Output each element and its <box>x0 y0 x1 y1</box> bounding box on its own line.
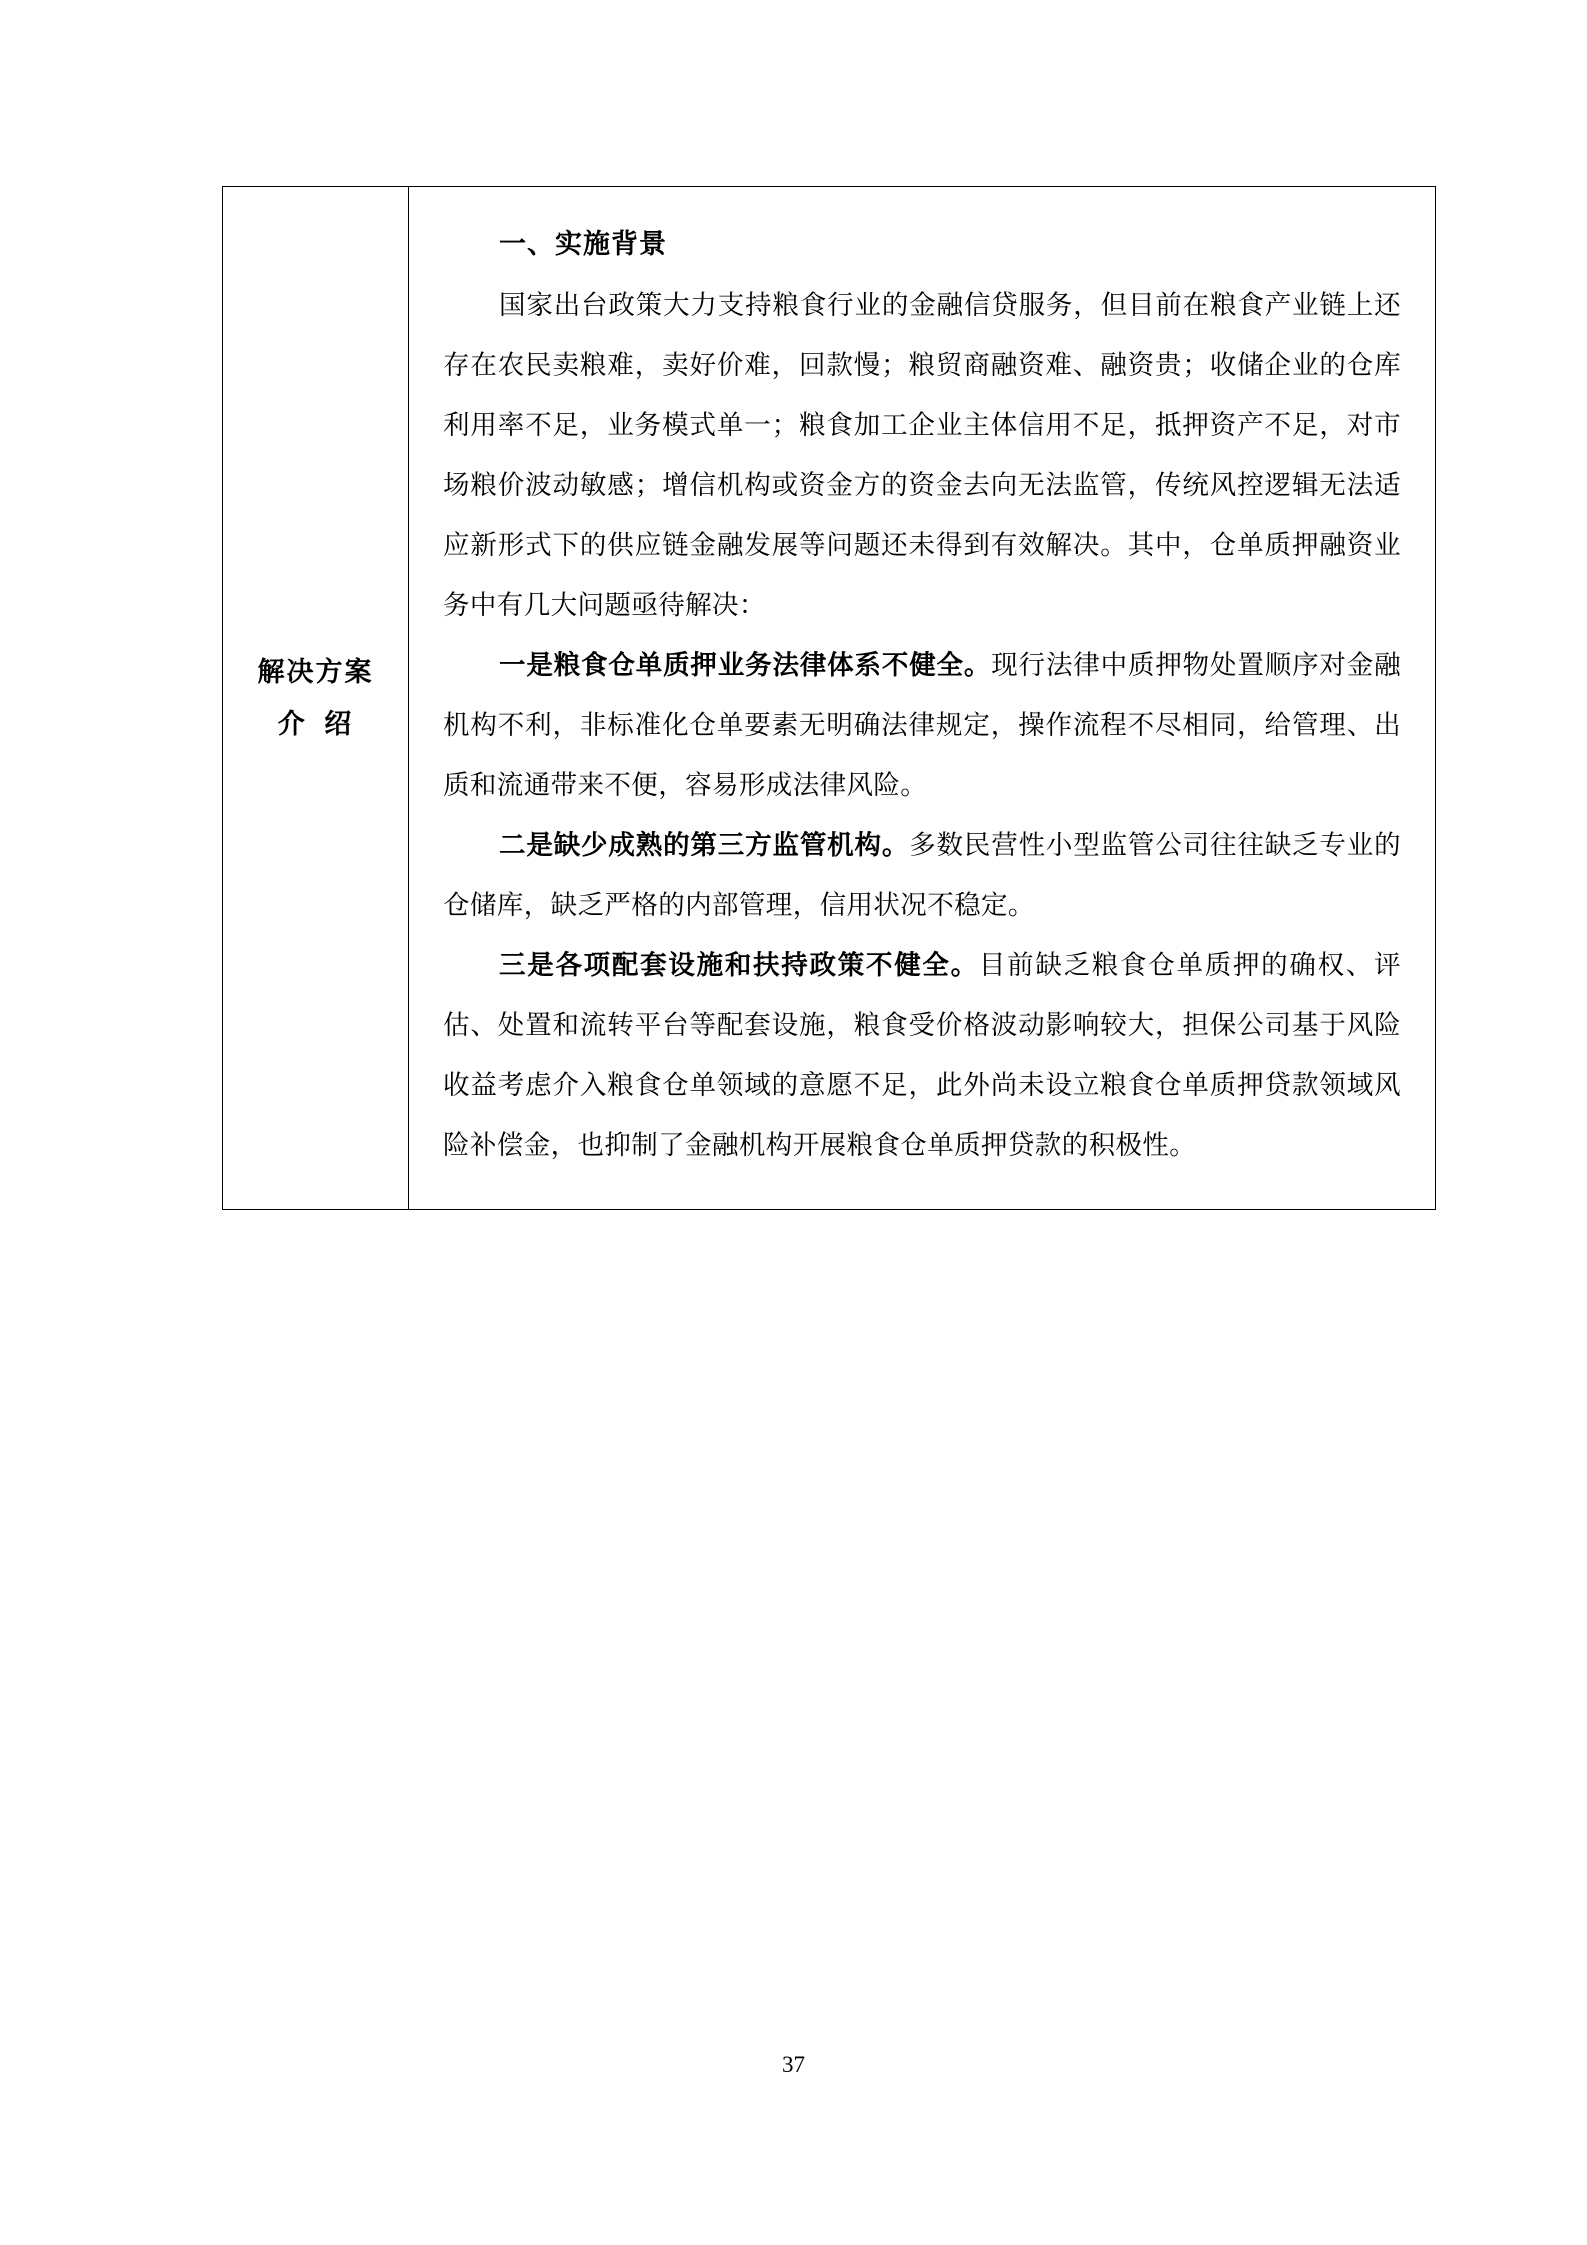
row-label-cell <box>223 187 409 1210</box>
solution-intro-table <box>222 186 1436 1210</box>
paragraph-1-text: 国家出台政策大力支持粮食行业的金融信贷服务，但目前在粮食产业链上还存在农民卖粮难，卖好价难，回款慢；粮贸商融资难、融资贵；收储企业的仓库利用率不足，业务模式单一；粮食加工企业主体信用不足，抵押资产不足，对市场粮价波动敏感；增信机构或资金方的资金去向无法监管，传统风控逻辑无法适应新形式下的供应链金融发展等问题还未得到有效解决。其中，仓单质押融资业务中有几大问题亟待解决： <box>443 290 1401 620</box>
row-label-line-2: 介 绍 <box>277 709 354 739</box>
paragraph-2-lead: 一是粮食仓单质押业务法律体系不健全。 <box>499 650 992 680</box>
row-label-line-1: 解决方案 <box>257 657 374 687</box>
row-label-text <box>223 646 408 750</box>
paragraph-4-lead: 三是各项配套设施和扶持政策不健全。 <box>499 950 979 980</box>
paragraph-1 <box>443 275 1401 635</box>
paragraph-4-text: 目前缺乏粮食仓单质押的确权、评估、处置和流转平台等配套设施，粮食受价格波动影响较大，担保公司基于风险收益考虑介入粮食仓单领域的意愿不足，此外尚未设立粮食仓单质押贷款领域风险补偿金，也抑制了金融机构开展粮食仓单质押贷款的积极性。 <box>443 950 1401 1160</box>
section-heading: 一、实施背景 <box>499 229 667 259</box>
table-row <box>223 187 1436 1210</box>
paragraph-3-text: 多数民营性小型监管公司往往缺乏专业的仓储库，缺乏严格的内部管理，信用状况不稳定。 <box>443 830 1401 920</box>
paragraph-3-lead: 二是缺少成熟的第三方监管机构。 <box>499 830 910 860</box>
row-content-cell <box>409 187 1436 1210</box>
paragraph-2-text: 现行法律中质押物处置顺序对金融机构不利，非标准化仓单要素无明确法律规定，操作流程不尽相同，给管理、出质和流通带来不便，容易形成法律风险。 <box>443 650 1402 800</box>
paragraph-4 <box>443 935 1401 1175</box>
paragraph-2 <box>443 635 1401 815</box>
page-number: 37 <box>782 2052 805 2077</box>
paragraph-3 <box>443 815 1401 935</box>
